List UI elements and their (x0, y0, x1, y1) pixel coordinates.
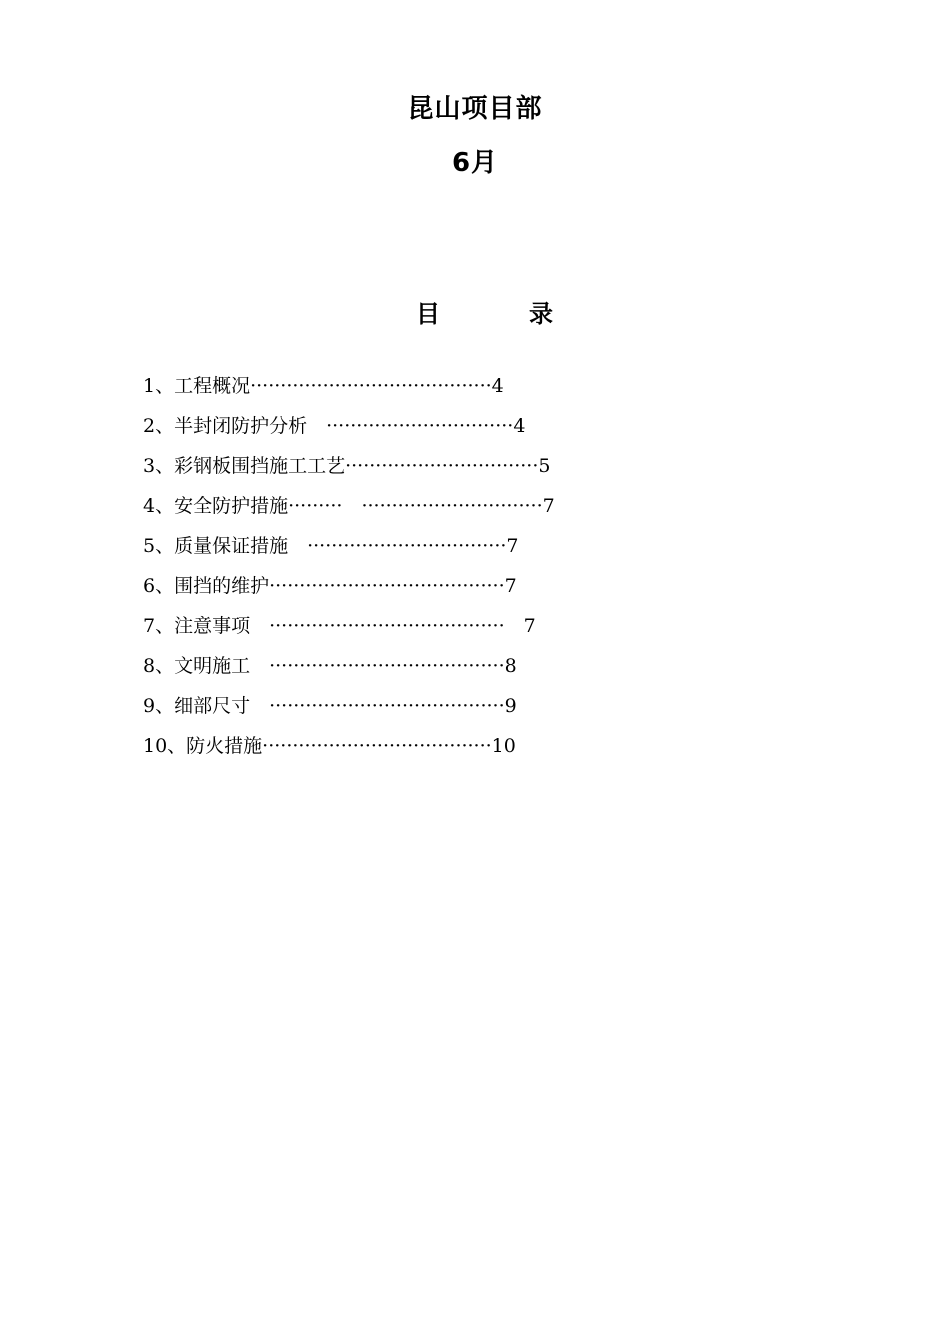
document-date: 6月 (451, 148, 499, 178)
toc-item: 6、围挡的维护·······································7 (143, 575, 517, 597)
toc-item: 9、细部尺寸 ·······································9 (143, 695, 517, 717)
table-of-contents (143, 372, 723, 772)
toc-heading-right: 录 (529, 300, 553, 328)
toc-item: 1、工程概况········································4 (143, 375, 504, 397)
toc-item: 5、质量保证措施 ·································7 (143, 535, 519, 557)
toc-item: 3、彩钢板围挡施工工艺································5 (143, 455, 551, 477)
toc-item: 8、文明施工 ·······································8 (143, 655, 517, 677)
document-title: 昆山项目部 (407, 94, 543, 124)
toc-item: 10、防火措施······································10 (143, 735, 516, 757)
toc-item: 7、注意事项 ······································· 7 (143, 615, 536, 637)
toc-item: 4、安全防护措施········· ······························7 (143, 495, 555, 517)
toc-item: 2、半封闭防护分析 ·······························4 (143, 415, 526, 437)
toc-heading-left: 目 (416, 300, 440, 328)
